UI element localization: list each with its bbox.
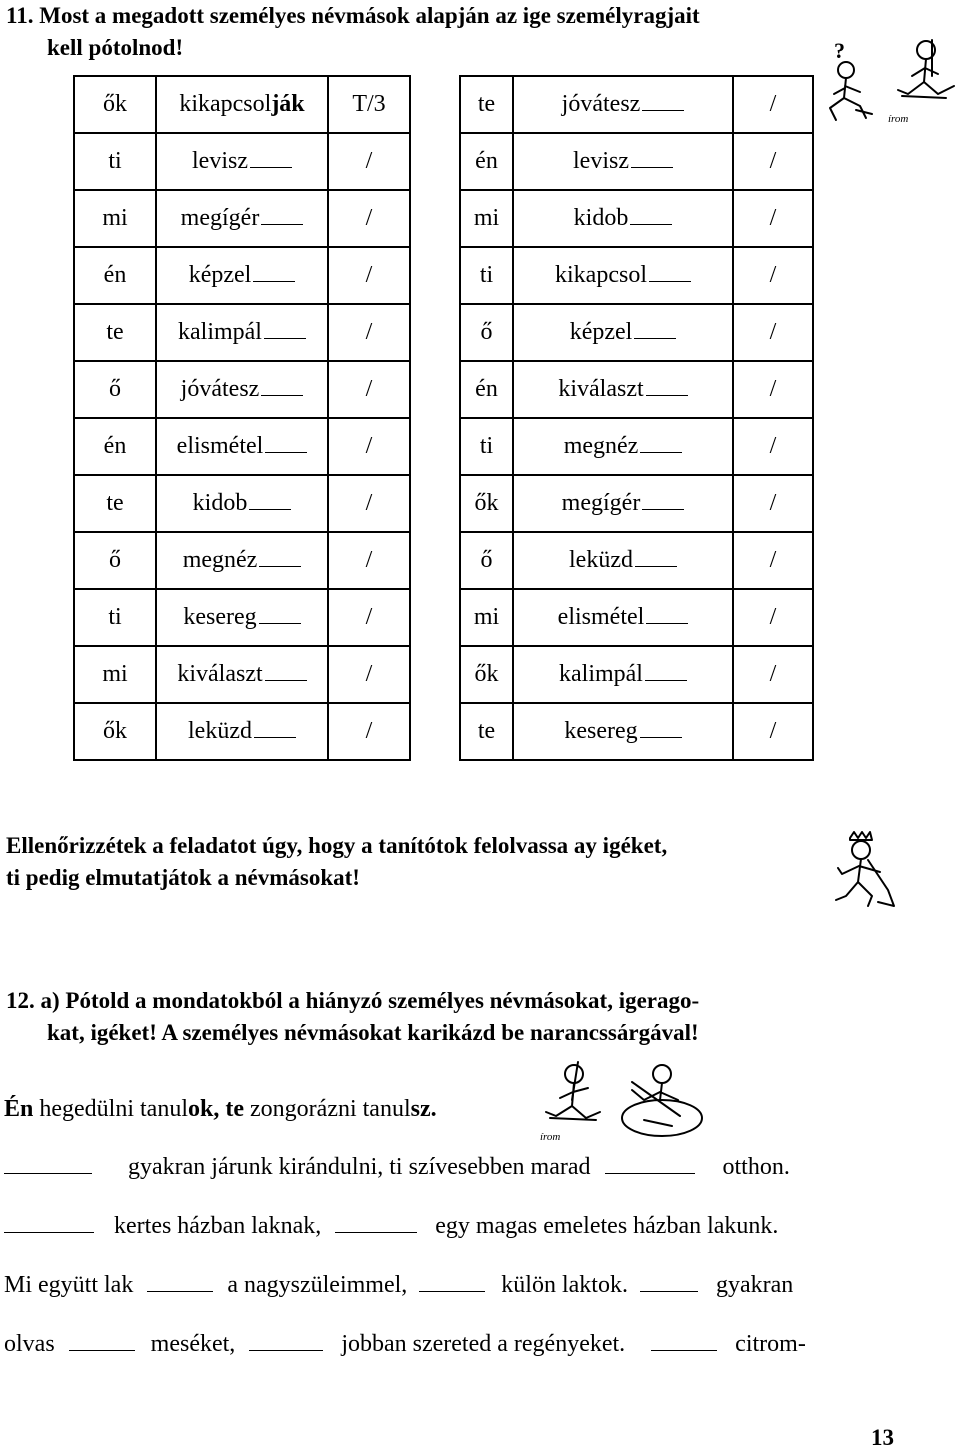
table-row — [74, 703, 410, 760]
person-number-cell: / — [328, 532, 410, 589]
verb-stem: kidob — [573, 205, 629, 231]
ending-blank[interactable] — [640, 736, 682, 738]
check-line1: Ellenőrizzétek a feladatot úgy, hogy a tanítótok felolvassa ay igéket, — [6, 833, 668, 858]
verb-cell — [513, 418, 733, 475]
ending-blank[interactable] — [642, 109, 684, 111]
pronoun-cell: te — [460, 76, 513, 133]
ending-blank[interactable] — [630, 223, 672, 225]
ending-blank[interactable] — [265, 451, 307, 453]
verb-cell — [156, 361, 328, 418]
ending-blank[interactable] — [649, 280, 691, 282]
ending-blank[interactable] — [261, 223, 303, 225]
ending-blank[interactable] — [259, 565, 301, 567]
example-ending-2: sz. — [410, 1096, 437, 1122]
verb-stem: jóvátesz — [561, 91, 641, 117]
example-text-1: hegedülni tanul — [33, 1096, 188, 1122]
ending-blank[interactable] — [249, 508, 291, 510]
example-text-2: zongorázni tanul — [244, 1096, 411, 1122]
person-number-cell: / — [328, 418, 410, 475]
verb-stem: levisz — [192, 148, 248, 174]
table-row — [74, 133, 410, 190]
ending-blank[interactable] — [259, 622, 301, 624]
blank-9[interactable] — [249, 1349, 323, 1351]
person-number-cell: / — [328, 361, 410, 418]
ending-blank[interactable] — [265, 679, 307, 681]
table-row — [74, 361, 410, 418]
person-number-cell: / — [328, 589, 410, 646]
table-row — [460, 247, 813, 304]
person-number-cell: / — [328, 133, 410, 190]
pronoun-cell: ők — [460, 646, 513, 703]
person-number-cell: / — [733, 190, 813, 247]
ending-blank[interactable] — [642, 508, 684, 510]
pronoun-cell: én — [74, 418, 156, 475]
table-row — [460, 304, 813, 361]
verb-stem: elismétel — [176, 433, 264, 459]
task-12-heading — [6, 985, 866, 1049]
table-row — [74, 646, 410, 703]
table-row — [460, 589, 813, 646]
pronoun-cell: te — [74, 475, 156, 532]
table-row — [74, 532, 410, 589]
verb-stem: jóvátesz — [180, 376, 260, 402]
ending-blank[interactable] — [645, 679, 687, 681]
table-row — [74, 418, 410, 475]
table-row — [74, 76, 410, 133]
person-number-cell: / — [328, 190, 410, 247]
blank-1[interactable] — [4, 1172, 92, 1174]
person-number-cell: / — [733, 703, 813, 760]
table-row — [460, 418, 813, 475]
task-12-title-line1: 12. a) Pótold a mondatokból a hiányzó személyes névmásokat, igerago- — [6, 988, 700, 1013]
verb-cell — [513, 76, 733, 133]
verb-stem: levisz — [573, 148, 629, 174]
table-row — [460, 190, 813, 247]
person-number-cell: / — [328, 703, 410, 760]
person-number-cell: / — [328, 646, 410, 703]
ending-blank[interactable] — [254, 736, 296, 738]
person-number-cell: / — [733, 646, 813, 703]
verb-cell — [513, 532, 733, 589]
person-number-cell: / — [733, 76, 813, 133]
check-line2: ti pedig elmutatjátok a névmásokat! — [6, 865, 360, 890]
pronoun-cell: mi — [460, 190, 513, 247]
s3-text-d: gyakran — [715, 1272, 794, 1298]
s2-text-b: egy magas emeletes házban lakunk. — [435, 1213, 779, 1239]
person-number-cell: / — [733, 133, 813, 190]
person-number-cell: T/3 — [328, 76, 410, 133]
ending-blank[interactable] — [634, 337, 676, 339]
task-12-title-line2: kat, igéket! A személyes névmásokat karikázd be narancssárgával! — [47, 1020, 699, 1045]
person-number-cell: / — [733, 304, 813, 361]
ending-blank[interactable] — [264, 337, 306, 339]
blank-7[interactable] — [640, 1290, 698, 1292]
table-row — [460, 532, 813, 589]
pronoun-cell: ők — [74, 76, 156, 133]
page-number: 13 — [871, 1425, 894, 1450]
verb-cell — [156, 703, 328, 760]
s4-text-c: jobban szereted a regényeket. — [341, 1331, 626, 1357]
pronoun-cell: mi — [460, 589, 513, 646]
left-verb-table — [73, 75, 411, 761]
verb-stem: leküzd — [188, 718, 252, 744]
table-row — [74, 247, 410, 304]
verb-cell — [513, 190, 733, 247]
verb-stem: megnéz — [563, 433, 639, 459]
example-sentence — [4, 1094, 437, 1124]
s1-text-a: gyakran járunk kirándulni, ti szívesebben marad — [128, 1154, 591, 1180]
table-row — [460, 133, 813, 190]
verb-cell — [156, 304, 328, 361]
pronoun-cell: ő — [74, 532, 156, 589]
person-number-cell: / — [328, 247, 410, 304]
verb-cell — [513, 361, 733, 418]
verb-cell — [513, 589, 733, 646]
person-number-cell: / — [328, 304, 410, 361]
verb-cell — [156, 133, 328, 190]
music-children-icon — [532, 1060, 712, 1142]
verb-stem: kiválaszt — [558, 376, 644, 402]
sentence-4 — [4, 1329, 894, 1359]
verb-stem: kesereg — [183, 604, 257, 630]
sentence-3 — [4, 1270, 894, 1300]
table-row — [460, 703, 813, 760]
ending-blank[interactable] — [253, 280, 295, 282]
task-11-heading — [6, 0, 866, 64]
s3-text-c: külön laktok. — [501, 1272, 628, 1298]
pronoun-cell: ti — [460, 247, 513, 304]
verb-stem: kidob — [192, 490, 248, 516]
writing-children-icon — [826, 36, 960, 128]
right-verb-table — [459, 75, 814, 761]
ending-blank[interactable] — [631, 166, 673, 168]
blank-2[interactable] — [605, 1172, 695, 1174]
sentence-1 — [4, 1152, 884, 1182]
table-row — [74, 190, 410, 247]
table-row — [74, 304, 410, 361]
task-11-title-line1: 11. Most a megadott személyes névmások alapján az ige személyragjait — [6, 3, 700, 28]
verb-cell — [513, 304, 733, 361]
verb-stem: megígér — [180, 205, 260, 231]
verb-cell — [156, 76, 328, 133]
ending-blank[interactable] — [250, 166, 292, 168]
table-row — [460, 361, 813, 418]
verb-stem: képzel — [569, 319, 633, 345]
person-number-cell: / — [733, 532, 813, 589]
example-pronoun-1: Én — [4, 1096, 34, 1122]
pronoun-cell: te — [74, 304, 156, 361]
pronoun-cell: én — [74, 247, 156, 304]
verb-cell — [513, 475, 733, 532]
ending-blank[interactable] — [635, 565, 677, 567]
pronoun-cell: ők — [74, 703, 156, 760]
verb-cell — [156, 589, 328, 646]
pronoun-cell: ti — [74, 133, 156, 190]
verb-cell — [513, 247, 733, 304]
verb-stem: leküzd — [569, 547, 633, 573]
verb-stem: elismétel — [557, 604, 645, 630]
person-number-cell: / — [733, 475, 813, 532]
table-row — [74, 475, 410, 532]
blank-10[interactable] — [651, 1349, 717, 1351]
pronoun-cell: ők — [460, 475, 513, 532]
ending-blank[interactable] — [640, 451, 682, 453]
verb-stem: kiválaszt — [177, 661, 263, 687]
verb-cell — [156, 475, 328, 532]
verb-stem: kalimpál — [178, 319, 262, 345]
verb-cell — [156, 247, 328, 304]
s1-text-b: otthon. — [722, 1154, 790, 1180]
verb-stem: képzel — [188, 262, 252, 288]
verb-stem: megígér — [561, 490, 641, 516]
pronoun-cell: én — [460, 361, 513, 418]
verb-cell — [156, 532, 328, 589]
sentence-2 — [4, 1211, 884, 1241]
table-row — [460, 76, 813, 133]
pronoun-cell: te — [460, 703, 513, 760]
verb-stem: kikapcsol — [555, 262, 647, 288]
ending-blank[interactable] — [261, 394, 303, 396]
s3-text-a: Mi együtt lak — [4, 1272, 134, 1298]
pronoun-cell: ő — [460, 304, 513, 361]
s4-text-a: olvas — [4, 1331, 55, 1357]
pronoun-cell: ő — [460, 532, 513, 589]
verb-ending: ják — [271, 91, 305, 117]
question-mark-icon: ? — [834, 38, 845, 63]
king-figure-icon — [828, 830, 898, 912]
verb-cell — [513, 703, 733, 760]
s4-text-b: meséket, — [150, 1331, 236, 1357]
person-number-cell: / — [328, 475, 410, 532]
verb-stem: kesereg — [564, 718, 638, 744]
ending-blank[interactable] — [646, 394, 688, 396]
verb-cell — [156, 646, 328, 703]
blank-6[interactable] — [419, 1290, 485, 1292]
verb-stem: megnéz — [182, 547, 258, 573]
task-11-title-line2: kell pótolnod! — [47, 35, 184, 60]
blank-4[interactable] — [335, 1231, 417, 1233]
verb-stem: kikapcsol — [179, 91, 272, 117]
pronoun-cell: mi — [74, 646, 156, 703]
verb-cell — [156, 190, 328, 247]
blank-3[interactable] — [4, 1231, 94, 1233]
table-row — [460, 475, 813, 532]
person-number-cell: / — [733, 247, 813, 304]
verb-cell — [156, 418, 328, 475]
verb-cell — [513, 646, 733, 703]
example-pronoun-2: te — [219, 1096, 245, 1122]
pronoun-cell: mi — [74, 190, 156, 247]
pronoun-cell: ti — [460, 418, 513, 475]
s3-text-b: a nagyszüleimmel, — [227, 1272, 408, 1298]
person-number-cell: / — [733, 589, 813, 646]
verb-cell — [513, 133, 733, 190]
ending-blank[interactable] — [646, 622, 688, 624]
pronoun-cell: én — [460, 133, 513, 190]
blank-8[interactable] — [69, 1349, 135, 1351]
s4-text-d: citrom- — [735, 1331, 806, 1357]
verb-stem: kalimpál — [559, 661, 643, 687]
person-number-cell: / — [733, 361, 813, 418]
table-row — [460, 646, 813, 703]
example-ending-1: ok, — [188, 1096, 220, 1122]
check-instruction — [6, 830, 826, 894]
write-label: írom — [888, 113, 909, 125]
table-row — [74, 589, 410, 646]
pronoun-cell: ő — [74, 361, 156, 418]
blank-5[interactable] — [147, 1290, 213, 1292]
pronoun-cell: ti — [74, 589, 156, 646]
s2-text-a: kertes házban laknak, — [114, 1213, 322, 1239]
write-label-2: írom — [540, 1131, 561, 1142]
person-number-cell: / — [733, 418, 813, 475]
